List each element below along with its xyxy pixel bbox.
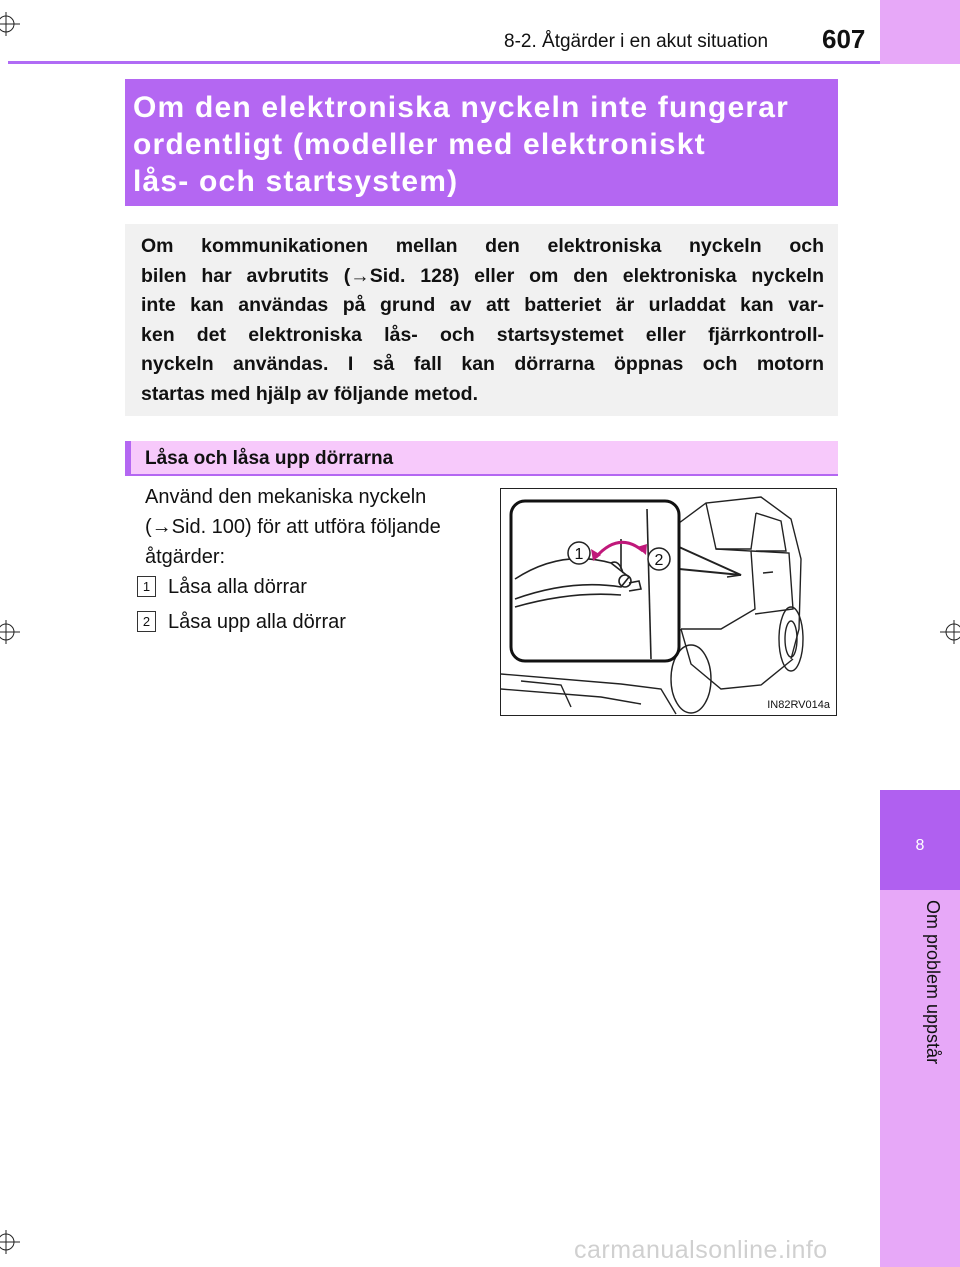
figure-code: IN82RV014a xyxy=(767,699,830,711)
page-number: 607 xyxy=(822,24,866,54)
chapter-number-tab: 8 xyxy=(880,790,960,890)
intro-line: startas med hjälp av följande metod. xyxy=(141,382,479,405)
body-line: (→Sid. 100) för att utföra följande xyxy=(145,516,441,538)
intro-line: nyckeln användas. I så fall kan dörrarna öppnas och motorn xyxy=(141,353,824,376)
chapter-label: Om problem uppstår xyxy=(923,900,943,1065)
section-heading-bar xyxy=(125,441,131,476)
watermark: carmanualsonline.info xyxy=(574,1236,828,1264)
section-header: 8-2. Åtgärder i en akut situation xyxy=(504,31,769,52)
section-heading-underline xyxy=(125,474,838,476)
section-body xyxy=(145,482,485,572)
crop-mark-bottom-left xyxy=(0,1230,24,1254)
intro-line: bilen har avbrutits (→Sid. 128) eller om den elektroniska nyckeln xyxy=(141,264,824,287)
item-label: Låsa alla dörrar xyxy=(168,576,307,598)
header-rule xyxy=(8,61,880,64)
callout-1: 1 xyxy=(574,546,584,563)
title-line: lås- och startsystem) xyxy=(133,165,459,198)
section-heading-text: Låsa och låsa upp dörrarna xyxy=(145,448,394,469)
item-number-badge: 2 xyxy=(137,611,156,632)
chapter-label-tab xyxy=(880,890,960,1267)
body-line: åtgärder: xyxy=(145,546,226,568)
intro-line: inte kan användas på grund av att batteriet är urladdat kan var- xyxy=(141,294,824,317)
side-tab-top xyxy=(880,0,960,64)
car-illustration xyxy=(501,489,837,716)
title-line: Om den elektroniska nyckeln inte fungerar xyxy=(133,91,790,124)
crop-mark-top-left xyxy=(0,12,24,36)
crop-mark-mid-right xyxy=(936,620,960,644)
section-heading xyxy=(125,441,838,476)
intro-line: ken det elektroniska lås- och startsystemet eller fjärrkontroll- xyxy=(141,323,824,346)
intro-box xyxy=(125,224,838,416)
callout-2: 2 xyxy=(654,552,664,569)
list-item xyxy=(137,576,307,599)
intro-line: Om kommunikationen mellan den elektroniska nyckeln och xyxy=(141,235,824,257)
item-number-badge: 1 xyxy=(137,576,156,597)
title-line: ordentligt (modeller med elektroniskt xyxy=(133,128,706,161)
page-title xyxy=(125,79,838,206)
door-lock-illustration xyxy=(500,488,837,716)
item-label: Låsa upp alla dörrar xyxy=(168,611,346,633)
body-line: Använd den mekaniska nyckeln xyxy=(145,486,427,508)
list-item xyxy=(137,611,346,634)
crop-mark-mid-left xyxy=(0,620,24,644)
